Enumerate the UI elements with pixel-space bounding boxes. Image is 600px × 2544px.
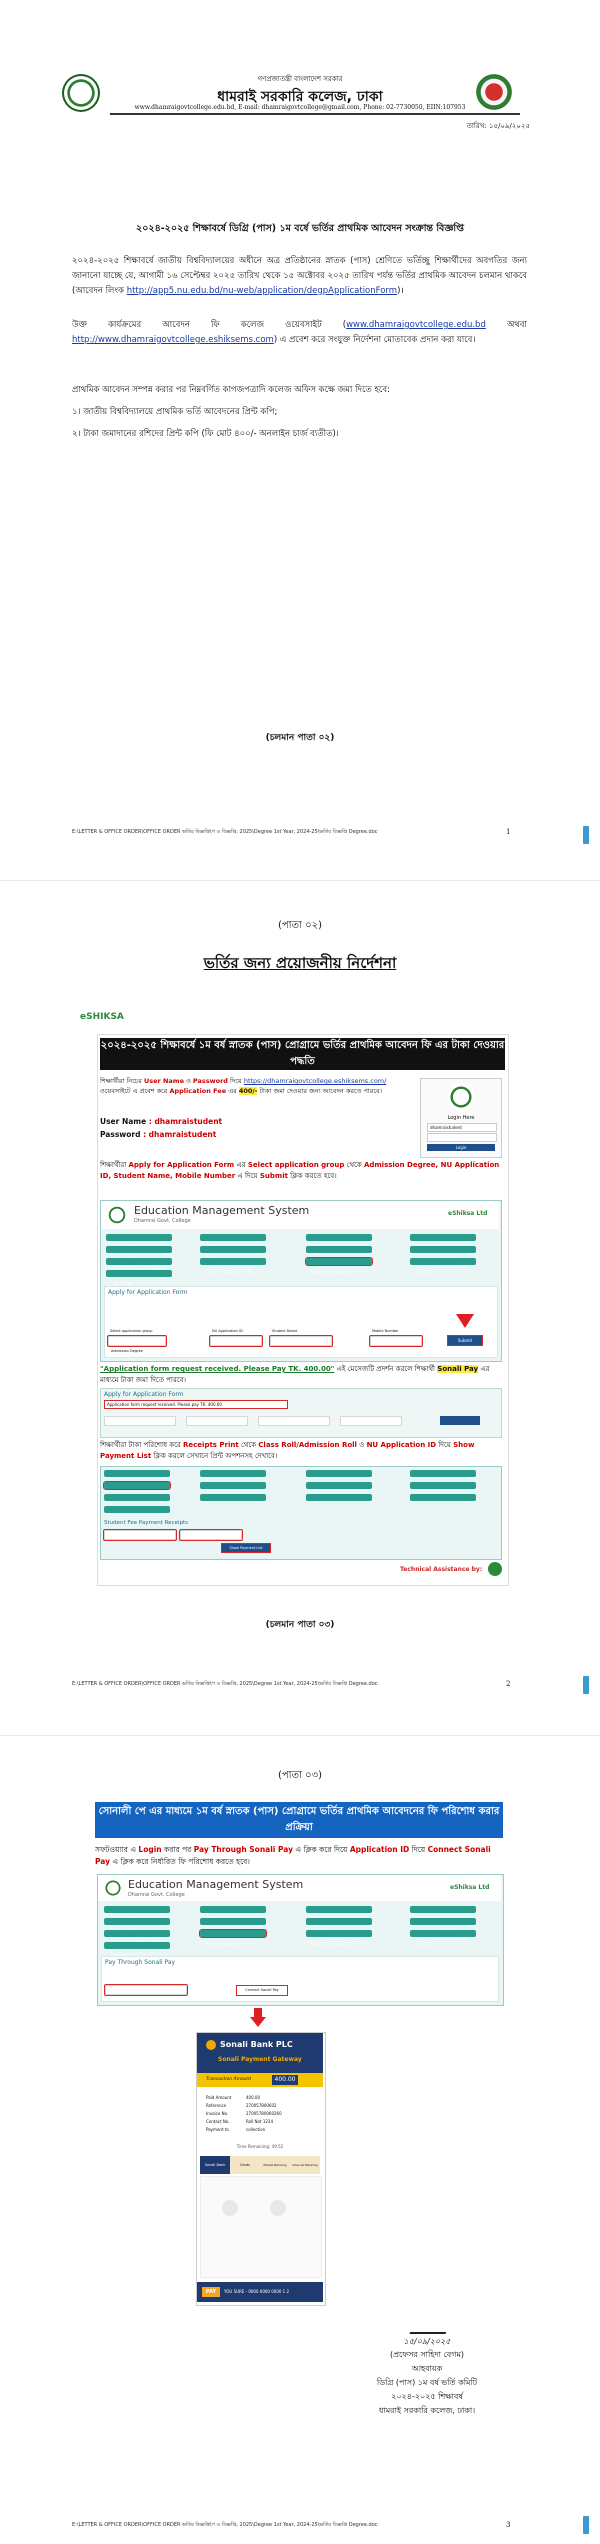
p3-menu-receipt-print[interactable] (104, 1918, 170, 1925)
ems-brand: eShiksa Ltd (448, 1210, 488, 1217)
menu-attendance[interactable] (200, 1234, 266, 1241)
s1a: শিক্ষার্থীরা নিচের (100, 1077, 144, 1085)
s1b: ও (184, 1077, 193, 1085)
menu-label: Pay Through Sonali Pay (208, 1269, 255, 1274)
nu-application-id-input[interactable] (210, 1336, 262, 1346)
bank-name: Sonali Bank PLC (220, 2040, 293, 2049)
step-3-text (100, 1364, 500, 1386)
s1c: দিয়ে (227, 1077, 244, 1085)
page-label: (পাতা ০৩) (277, 1770, 323, 1781)
s4e: ও (356, 1441, 367, 1449)
para1-close: )। (397, 286, 404, 296)
govt-header: গণপ্রজাতন্ত্রী বাংলাদেশ সরকার (257, 75, 343, 83)
s3a: "Application form request received. Please Pay TK. 400.00" (100, 1365, 335, 1373)
receipt-screen (100, 1466, 502, 1560)
ems-logo (106, 1204, 128, 1226)
step-4-text (100, 1440, 500, 1462)
fee-banner: ২০২৪-২০২৫ শিক্ষাবর্ষে ১ম বর্ষ স্নাতক (পাস) প্রোগ্রামে ভর্তির প্রাথমিক আবেদন ফি এর টাকা দেওয়ার পদ্ধতি (100, 1038, 505, 1070)
application-group-select[interactable] (108, 1336, 166, 1353)
st-g: দিয়ে (409, 1845, 428, 1854)
r-menu-1[interactable] (104, 1470, 170, 1477)
pay-panel-title: Pay Through Sonali Pay (105, 1959, 176, 1966)
required-item-2: ২। টাকা জমাদানের রশিদের প্রিন্ট কপি (ফি মোট ৪০০/- অনলাইন চার্জ ব্যতীত)। (72, 429, 339, 439)
signatory-role: আহবায়ক (411, 2364, 443, 2373)
detail-row (206, 2094, 316, 2102)
menu-application-form-report[interactable] (410, 1246, 476, 1253)
s4f: NU Application ID (366, 1441, 437, 1449)
s4i: ক্লিক করলে সেখানে প্রিন্ট অপশনসহ দেখাবে। (151, 1452, 278, 1460)
login-college-logo (447, 1083, 475, 1111)
signature-image (409, 2320, 450, 2334)
s4g: দিয়ে (436, 1441, 454, 1449)
tab-cards[interactable]: Cards (230, 2156, 260, 2174)
menu-improvement-form-print[interactable] (106, 1258, 172, 1265)
sonali-pay-banner: সোনালী পে এর মাধ্যমে ১ম বর্ষ স্নাতক (পাস) প্রোগ্রামে ভর্তির প্রাথমিক আবেদনের ফি পরিশোধ করার প্রক্রিয়া (95, 1802, 503, 1838)
r-menu-receipt-print[interactable] (104, 1482, 170, 1489)
detail-row (206, 2118, 316, 2126)
p3-menu-apply-for-application-form[interactable] (306, 1930, 372, 1946)
login-password-input[interactable] (427, 1133, 497, 1142)
page-number: 2 (506, 1680, 511, 1688)
s1-pass: Password (192, 1077, 228, 1085)
s1d: ওয়েবসাইটে এ প্রবেশ করে (100, 1087, 170, 1095)
ems-brand-2: eShiksa Ltd (450, 1884, 490, 1891)
password-row (100, 1128, 320, 1141)
college-name: ধামরাই সরকারি কলেজ, ঢাকা (217, 89, 383, 105)
login-card (420, 1078, 502, 1158)
detail-value: 27005780060260 (246, 2111, 282, 2116)
login-title: Login Here (447, 1115, 475, 1121)
required-item-1: ১। জাতীয় বিশ্ববিদ্যালয়ে প্রাথমিক ভর্তি আবেদনের প্রিন্ট কপি; (72, 407, 278, 417)
scroll-tab[interactable] (583, 1676, 589, 1694)
show-payment-list-button[interactable]: Show Payment List (222, 1544, 270, 1552)
p3-menu-pay-through-sonali-pay[interactable] (200, 1930, 266, 1946)
s1-user: User Name (143, 1077, 184, 1085)
page-footer-path: E:\LETTER & OFFICE ORDER\OFFICE ORDER ভর্তির বিজ্ঞপ্তি\প ও বিজ্ঞপ্তি, 2025\Degree 1st Year, 2024-25\ভর্তির বিজ্ঞপ্তি Degree.doc (72, 1681, 378, 1687)
p3-menu-routine[interactable] (200, 1918, 266, 1925)
college-logo (62, 74, 100, 112)
application-id-input[interactable] (105, 1985, 187, 1995)
tab-mobile-banking[interactable]: Mobile Banking (260, 2156, 290, 2174)
s4h: Show Payment List (100, 1441, 475, 1460)
r-menu-4[interactable] (410, 1470, 476, 1477)
menu-admit-card[interactable] (410, 1234, 476, 1241)
msg-mobile-input[interactable] (340, 1416, 402, 1426)
para2-text-c: ) এ প্রবেশ করে সংযুক্ত নির্দেশনা মোতাবেক প্রদান করা যাবে। (273, 335, 476, 345)
signatory-college: ধামরাই সরকারি কলেজ, ঢাকা। (378, 2406, 476, 2415)
red-down-arrow-icon (456, 1314, 474, 1328)
menu-profile[interactable] (306, 1246, 372, 1253)
message-title: Apply for Application Form (104, 1391, 184, 1398)
pay-button[interactable]: PAY (202, 2287, 220, 2297)
nu-application-link[interactable]: http://app5.nu.edu.bd/nu-web/application/degpApplicationForm (126, 286, 398, 296)
p3-menu-notice[interactable] (306, 1906, 372, 1913)
continued-note: (চলমান পাতা ০৩) (265, 1620, 335, 1630)
signatory-name: (প্রফেসর সাহিদা বেগম) (389, 2350, 465, 2359)
msg-group-select[interactable] (104, 1416, 176, 1426)
p3-menu-attendance[interactable] (200, 1906, 266, 1913)
time-remaining: Time Remaining: 49:52 (236, 2144, 284, 2149)
ems-subtitle: Dhamrai Govt. College (134, 1218, 191, 1224)
menu-library[interactable] (410, 1258, 476, 1274)
page-number: 3 (506, 2521, 511, 2529)
ems-title: Education Management System (134, 1204, 310, 1217)
red-down-arrow-head-icon (250, 2017, 266, 2027)
menu-academic-result[interactable] (106, 1234, 172, 1241)
detail-key: Reference (206, 2103, 227, 2108)
r-menu-8[interactable] (410, 1482, 476, 1489)
sonali-bank-logo-icon (206, 2040, 216, 2050)
menu-label: Bank Pay (114, 1281, 133, 1286)
field-group-label: Select application group (110, 1329, 153, 1333)
college-website-link[interactable]: www.dhamraigovtcollege.edu.bd (346, 320, 486, 330)
para2-text-b: অথবা (485, 320, 528, 330)
amount-label: Transaction Amount (206, 2077, 252, 2082)
st-a: সফটওয়্যার এ (95, 1845, 139, 1854)
s2c: এর (234, 1161, 248, 1169)
p3-menu-improvement-form-print[interactable] (104, 1930, 170, 1937)
detail-value: 400.00 (246, 2095, 260, 2100)
s2g: এ দিয়ে (235, 1172, 260, 1180)
gateway-name: Sonali Payment Gateway (218, 2056, 302, 2063)
page-divider (0, 1735, 600, 1736)
notice-paragraph-1 (72, 254, 527, 299)
submit-button[interactable]: Submit (448, 1336, 482, 1345)
msg-nuid-input[interactable] (186, 1416, 248, 1426)
payment-tabs (200, 2156, 320, 2174)
menu-routine[interactable] (200, 1246, 266, 1253)
detail-value: collection (246, 2127, 266, 2132)
message-text: Application form request received. Please pay TK. 400.00 (104, 1400, 288, 1409)
detail-row (206, 2110, 316, 2118)
st-d: Pay Through Sonali Pay (193, 1845, 294, 1854)
s3d: এর মাধ্যমে টাকা জমা দিতে পারবে। (100, 1365, 490, 1384)
tab-internet-banking[interactable]: Internet Banking (290, 2156, 320, 2174)
application-group-value: Admission Degree (111, 1349, 143, 1353)
menu-notice[interactable] (306, 1234, 372, 1241)
r-menu-11[interactable] (306, 1494, 372, 1501)
notice-title: ২০২৪-২০২৫ শিক্ষাবর্ষে ডিগ্রি (পাস) ১ম বর্ষে ভর্তির প্রাথমিক আবেদন সংক্রান্ত বিজ্ঞপ্তি (136, 223, 464, 234)
r-menu-13[interactable] (104, 1506, 170, 1513)
p3-menu-library[interactable] (410, 1930, 476, 1946)
r-menu-7[interactable] (306, 1482, 372, 1489)
contact-line: www.dhamraigovtcollege.edu.bd, E-mail: dhamraigovtcollege@gmail.com, Phone: 02-7730050, EIIN:107953 (134, 104, 466, 111)
connect-sonali-pay-button[interactable]: Connect Sonali Pay (236, 1985, 288, 1996)
password-value: : dhamraistudent (143, 1130, 217, 1139)
detail-key: Paid Amount (206, 2095, 232, 2100)
instructions-heading: ভর্তির জন্য প্রয়োজনীয় নির্দেশনা (203, 954, 397, 972)
notice-paragraph-3: প্রাথমিক আবেদন সম্পন্ন করার পর নিম্নবর্ণিত কাগজপত্রাদি কলেজ অফিস কক্ষে জমা দিতে হবে: (72, 385, 390, 395)
detail-key: Invoice No. (206, 2111, 229, 2116)
st-b: Login (138, 1845, 162, 1854)
s2e: থেকে (344, 1161, 364, 1169)
st-i: এ ক্লিক করে নির্ধারিত ফি পরিশোধ করতে হবে। (110, 1857, 250, 1866)
apply-form-panel (104, 1286, 498, 1358)
s2d: Select application group (247, 1161, 345, 1169)
eshiksa-logo-text: eSHIKSA (80, 1012, 124, 1022)
s3c: Sonali Pay (437, 1365, 479, 1373)
notice-date: তারিখ: ১৫/০৯/২০২৫ (466, 122, 530, 130)
page-label: (পাতা ০২) (277, 920, 323, 931)
page-divider (0, 880, 600, 881)
continued-note: (চলমান পাতা ০২) (265, 733, 335, 743)
receipt-title: Student Fee Payment Receipts (104, 1520, 189, 1526)
s2f: Admission Degree, NU Application ID, Student Name, Mobile Number (100, 1161, 500, 1180)
username-value: : dhamraistudent (148, 1117, 223, 1126)
msg-name-input[interactable] (258, 1416, 330, 1426)
s1f: টাকা জমা দেওয়ার জন্য আবেদন করতে পারবে। (257, 1087, 382, 1095)
menu-bank-pay[interactable] (106, 1270, 172, 1286)
r-menu-3[interactable] (306, 1470, 372, 1477)
roll-input[interactable] (104, 1530, 176, 1540)
s1-fee: Application Fee (169, 1087, 227, 1095)
eshiksa-website-link[interactable]: http://www.dhamraigovtcollege.eshiksems.com (72, 335, 274, 345)
s3b: এই মেসেজটি প্রদর্শন করলে শিক্ষার্থী (334, 1365, 438, 1373)
payment-option-icon[interactable] (222, 2200, 238, 2216)
scroll-tab[interactable] (583, 2516, 589, 2534)
s4c: থেকে (238, 1441, 259, 1449)
ems-title-2: Education Management System (128, 1878, 304, 1891)
s1-link[interactable]: https://dhamraigovtcollege.eshiksems.com/ (243, 1077, 387, 1085)
gateway-header (197, 2033, 323, 2073)
step-2-text (100, 1160, 500, 1182)
username-label: User Name (100, 1117, 147, 1126)
s1-amount: 400/- (238, 1087, 258, 1095)
s2h: Submit (259, 1172, 288, 1180)
scroll-tab[interactable] (583, 826, 589, 844)
msg-submit-button[interactable] (440, 1416, 480, 1425)
s2b: Apply for Application Form (128, 1161, 235, 1169)
r-menu-12[interactable] (410, 1494, 476, 1501)
eshiksa-small-logo (488, 1562, 502, 1576)
s1e: এর (226, 1087, 239, 1095)
p3-menu-academic-result[interactable] (104, 1906, 170, 1913)
login-button[interactable]: Login (427, 1144, 495, 1151)
detail-key: Payment to (206, 2127, 229, 2132)
ems-subtitle-2: Dhamrai Govt. College (128, 1892, 185, 1898)
gateway-details (206, 2094, 316, 2134)
gateway-footer-text: YOU SURE - 0000 0000 0000 1 2 (224, 2289, 290, 2294)
detail-value: Roll Not 1234 (246, 2119, 273, 2124)
s4a: শিক্ষার্থীরা টাকা পরিশোধ করে (100, 1441, 184, 1449)
payment-option-icon[interactable] (270, 2200, 286, 2216)
p3-menu-profile[interactable] (306, 1918, 372, 1925)
r-menu-6[interactable] (200, 1482, 266, 1489)
menu-apply-for-application-form[interactable] (306, 1258, 372, 1274)
s2i: ক্লিক করতে হবে। (287, 1172, 337, 1180)
r-menu-9[interactable] (104, 1494, 170, 1501)
technical-assistance: Technical Assistance by: (400, 1566, 483, 1573)
st-f: Application ID (349, 1845, 410, 1854)
menu-label: Apply for Application Form (310, 1941, 364, 1946)
page-number: 1 (506, 828, 511, 836)
detail-key: Contact No. (206, 2119, 230, 2124)
p3-menu-application-form-report[interactable] (410, 1918, 476, 1925)
step-1-text (100, 1076, 410, 1096)
student-name-input[interactable] (270, 1336, 332, 1346)
mobile-number-input[interactable] (370, 1336, 422, 1346)
signature-date: ১৫/০৯/২০২৫ (403, 2337, 451, 2346)
ems-logo-2 (103, 1878, 123, 1898)
password-label: Password (100, 1130, 141, 1139)
eshiksa-logo (80, 1012, 152, 1026)
signatory-committee: ডিগ্রি (পাস) ১ম বর্ষ ভর্তি কমিটি (376, 2378, 478, 2387)
detail-value: 270057800602 (246, 2103, 277, 2108)
detail-row (206, 2126, 316, 2134)
page-footer-path: E:\LETTER & OFFICE ORDER\OFFICE ORDER ভর্তির বিজ্ঞপ্তি\প ও বিজ্ঞপ্তি, 2025\Degree 1st Year, 2024-25\ভর্তির বিজ্ঞপ্তি Degree.doc (72, 2522, 378, 2528)
field-nuid-label: NU Application ID (212, 1329, 243, 1333)
amount-value: 400.00 (272, 2075, 298, 2085)
field-mobile-label: Mobile Number (372, 1329, 399, 1333)
credentials (100, 1115, 320, 1141)
r-menu-10[interactable] (200, 1494, 266, 1501)
menu-receipt-print[interactable] (106, 1246, 172, 1253)
menu-pay-through-sonali-pay[interactable] (200, 1258, 266, 1274)
signatory-session: ২০২৪-২০২৫ শিক্ষাবর্ষ (391, 2392, 463, 2401)
s4b: Receipts Print (183, 1441, 239, 1449)
tab-sonali-bank[interactable]: Sonali Bank (200, 2156, 230, 2174)
menu-label: Library (418, 1941, 432, 1946)
para1-text: ২০২৪-২০২৫ শিক্ষাবর্ষে জাতীয় বিশ্ববিদ্যালয়ের অধীনে অত্র প্রতিষ্ঠানের স্নাতক (পাস) শ্রেণিতে ভর্তিচ্ছু শিক্ষার্থীদের অবগতির জন্য জানানো যাচ্ছে যে, আগামী ১৬ সেপ্টেম্বর ২০২৫ তারিখ থেকে ১৫ অক্টোবর ২০২৫ তারিখ পর্যন্ত ভর্তির প্রাথমিক আবেদন চলমান থাকবে (আবেদন লিংক (72, 256, 527, 296)
page-footer-path: E:\LETTER & OFFICE ORDER\OFFICE ORDER ভর্তির বিজ্ঞপ্তি\প ও বিজ্ঞপ্তি, 2025\Degree 1st Year, 2024-25\ভর্তির বিজ্ঞপ্তি Degree.doc (72, 829, 378, 835)
menu-label: Apply for Application Form (310, 1269, 364, 1274)
payment-options-area (200, 2176, 322, 2278)
menu-label: Library (418, 1269, 432, 1274)
s4d: Class Roll/Admission Roll (258, 1441, 357, 1449)
p3-menu-admit-card[interactable] (410, 1906, 476, 1913)
st-h: Connect Sonali Pay (95, 1845, 491, 1866)
p3-menu-bank-pay[interactable] (104, 1942, 170, 1949)
sonali-step-text (95, 1844, 503, 1868)
header-rule (110, 113, 520, 115)
st-c: করার পর (161, 1845, 194, 1854)
menu-label: Pay Through Sonali Pay (206, 1941, 253, 1946)
username-row (100, 1115, 320, 1128)
login-username-input[interactable]: dhamraistudent (427, 1123, 497, 1132)
para2-text-a: উক্ত কার্যক্রমের আবেদন ফি কলেজ ওয়েবসাইট ( (72, 320, 347, 330)
r-menu-2[interactable] (200, 1470, 266, 1477)
notice-paragraph-2 (72, 318, 527, 348)
apply-form-title: Apply for Application Form (108, 1289, 188, 1296)
field-name-label: Student Name (272, 1329, 298, 1333)
detail-row (206, 2102, 316, 2110)
nu-id-input[interactable] (180, 1530, 242, 1540)
s2a: শিক্ষার্থীরা (100, 1161, 129, 1169)
st-e: এ ক্লিক করে দিয়ে (293, 1845, 350, 1854)
